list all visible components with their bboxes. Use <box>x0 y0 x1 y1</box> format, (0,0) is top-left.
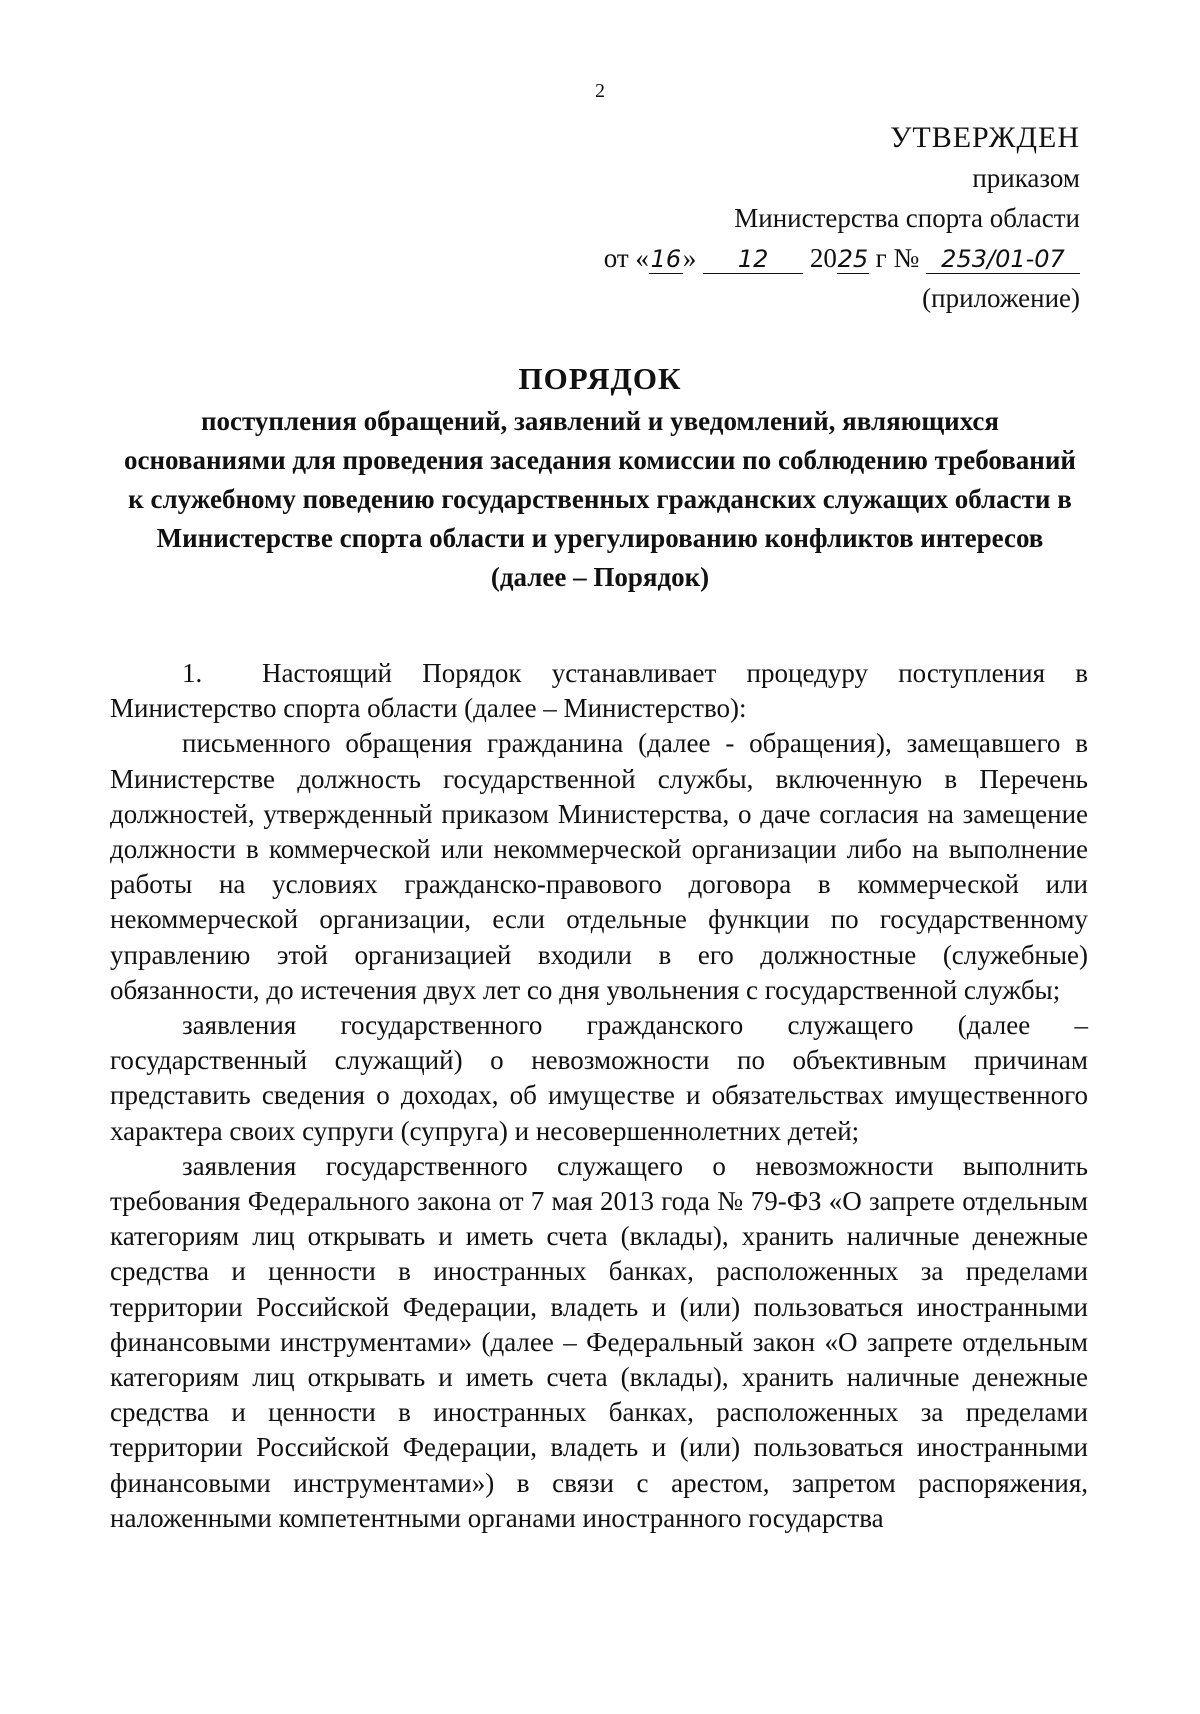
order-number: 253/01-07 <box>926 245 1080 274</box>
approved-label: УТВЕРЖДЕН <box>890 121 1080 154</box>
date-prefix: от « <box>603 243 649 273</box>
document-subtitle: поступления обращений, заявлений и уведомлений, являющихся основаниями для проведения заседания комиссии по соблюдению требований к служебному поведению государственных гражданских служащих области в Министерстве спорта области и урегулированию конфликтов интересов <box>124 406 1076 553</box>
page-number: 2 <box>595 80 605 102</box>
paragraph-3: заявления государственного гражданского служащего (далее – государственный служащий) о невозможности по объективным причинам представить сведения о доходах, об имуществе и обязательствах имущественного характера своих супруги (супруга) и несовершеннолетних детей; <box>110 1010 1088 1146</box>
paragraph-2: письменного обращения гражданина (далее - обращения), замещавшего в Министерстве должность государственной службы, включенную в Перечень должностей, утвержденный приказом Министерства, о даче согласия на замещение должности в коммерческой или некоммерческой организации либо на выполнение работы на условиях гражданско-правового договора в коммерческой или некоммерческой организации, если отдельные функции по государственному управлению этой организацией входили в его должностные (служебные) обязанности, до истечения двух лет со дня увольнения с государственной службы; <box>110 728 1088 1005</box>
approval-stamp <box>480 118 1080 318</box>
document-short-name: (далее – Порядок) <box>490 562 710 592</box>
document-title-block <box>120 356 1080 597</box>
order-year: 25 <box>837 245 869 273</box>
date-day-close: » <box>682 243 697 273</box>
paragraph-4: заявления государственного служащего о невозможности выполнить требования Федерального закона от 7 мая 2013 года № 79-ФЗ «О запрете отдельным категориям лиц открывать и иметь счета (вклады), хранить наличные денежные средства и ценности в иностранных банках, расположенных за пределами территории Российской Федерации, владеть и (или) пользоваться иностранными финансовыми инструментами» (далее – Федеральный закон «О запрете отдельным категориям лиц открывать и иметь счета (вклады), хранить наличные денежные средства и ценности в иностранных банках, расположенных за пределами территории Российской Федерации, владеть и (или) пользоваться иностранными финансовыми инструментами») в связи с арестом, запретом распоряжения, наложенными компетентными органами иностранного государства <box>110 1150 1088 1533</box>
order-month: 12 <box>703 245 803 274</box>
number-prefix: г № <box>875 243 920 273</box>
paragraph-1 <box>110 656 1088 726</box>
document-title: ПОРЯДОК <box>518 361 682 396</box>
ministry-label: Министерства спорта области <box>734 203 1080 233</box>
document-body <box>110 656 1088 1536</box>
year-prefix: 20 <box>809 243 837 273</box>
paragraph-1-text: Настоящий Порядок устанавливает процедуру поступления в Министерство спорта области (далее – Министерство): <box>110 658 1088 724</box>
order-day: 16 <box>650 245 682 273</box>
by-order-label: приказом <box>972 163 1080 193</box>
order-date-line <box>480 238 1080 278</box>
appendix-label: (приложение) <box>922 283 1080 313</box>
paragraph-number: 1. <box>182 658 203 688</box>
